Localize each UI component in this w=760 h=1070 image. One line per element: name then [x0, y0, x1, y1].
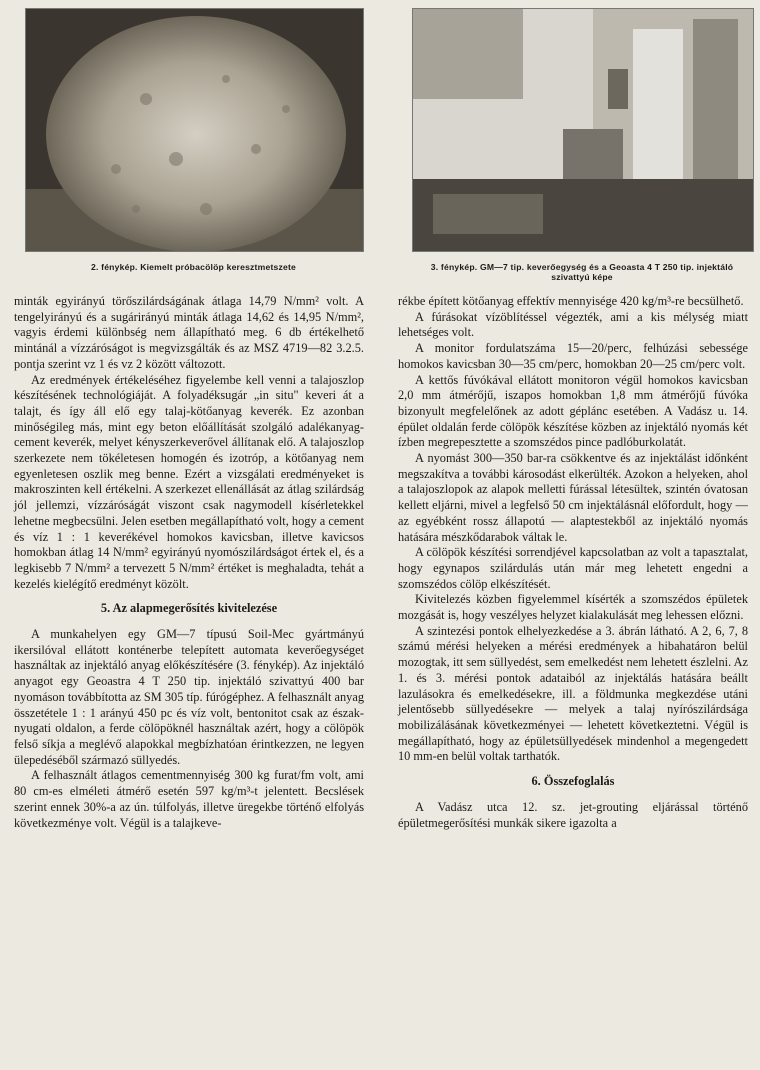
paragraph: A kettős fúvókával ellátott monitoron végül homokos kavicsban 2,0 mm átmérőjű, iszapos homokban 1,8 mm átmérőjű fúvóka bizonyult megfelelőnek az adott géplánc esetében. A Vadász u. 14. épület oldalán ferde cölöpök készítése közben az injektáló nyomás két ízben megrepesztette a szomszédos pince padlóburkolatát.	[398, 372, 748, 450]
paragraph: Kivitelezés közben figyelemmel kísérték a szomszédos épületek mozgását is, hogy veszélyes helyzet kialakulását meg lehessen előzni.	[398, 592, 748, 623]
paragraph: A cölöpök készítési sorrendjével kapcsolatban az volt a tapasztalat, hogy egynapos szilárdulás után már meg lehetett engedni a szomszédos cölöp elkészítését.	[398, 545, 748, 591]
mixing-unit-image	[413, 9, 753, 251]
right-column	[398, 294, 748, 831]
figure-caption-right: 3. fénykép. GM—7 tip. keverőegység és a Geoasta 4 T 250 tip. injektáló szivattyú képe	[430, 262, 734, 282]
core-sample-image	[26, 9, 363, 251]
left-column	[14, 294, 364, 831]
paragraph: A felhasznált átlagos cementmennyiség 300 kg furat/fm volt, ami 80 cm-es elméleti átmérő esetén 597 kg/m³-t jelentett. Becslések szerint ennek 30%-a az ún. túlfolyás, illetve üregekbe történő elfolyás következménye volt. Végül is a talajkeve-	[14, 768, 364, 830]
paragraph: A Vadász utca 12. sz. jet-grouting eljárással történő épületmegerősítési munkák sikere igazolta a	[398, 799, 748, 830]
core-sample-photo	[25, 8, 364, 252]
paragraph: A munkahelyen egy GM—7 típusú Soil-Mec gyártmányú ikersilóval ellátott konténerbe telepített automata keverőegységet használtak az injektáló anyag előkészítésére (3. fénykép). Az injektáló anyagot egy Geoastra 4 T 250 tip. injektáló szivattyú 400 bar nyomáson továbbította az SM 305 típ. fúrógéphez. A felhasznált anyag összetétele 1 : 1 arányú 450 pc és víz volt, bentonitot csak az észak-nyugati oldalon, a ferde cölöpöknél használtak azért, hogy a cölöpök felső síkja a meglévő alapokkal megbízhatóan érintkezzen, ne legyen ülepedéséből származó süllyedés.	[14, 627, 365, 767]
paragraph: A fúrásokat vízöblítéssel végezték, ami a kis mélység miatt lehetséges volt.	[398, 309, 748, 340]
section-heading: 5. Az alapmegerősítés kivitelezése	[100, 601, 278, 616]
mixing-unit-photo	[412, 8, 754, 252]
paragraph: rékbe épített kötőanyag effektív mennyisége 420 kg/m³-re becsülhető.	[398, 294, 744, 308]
paragraph: minták egyirányú törőszilárdságának átlaga 14,79 N/mm² volt. A tengelyirányú és a sugárirányú minták átlaga 14,62 és 14,95 N/mm², vagyis érdemi különbség nem állapítható meg. 6 db értékelhető mintánál a vízzáróságot is megvizsgálták és az MSZ 4719—82 3.2.5. pontja szerint vz 1 és vz 2 között változott.	[14, 294, 364, 371]
paragraph: A nyomást 300—350 bar-ra csökkentve és az injektálást időnként megszakítva a további károsodást elkerülték. Azokon a helyeken, ahol a talajoszlopok az alapok melletti fúrással létesültek, szintén óvatosan kellett eljárni, mivel a legfelső 50 cm injektálásnál előfordult, hogy — az egyébként rossz állapotú — alaptestekből az injektáló nyomás hatására mészkődarabok váltak le.	[398, 451, 748, 544]
paragraph: Az eredmények értékeléséhez figyelembe kell venni a talajoszlop készítésének technológiáját. A folyadéksugár „in situ" keveri át a talajt, és így áll elő egy talaj-kötőanyag keverék. Ez azonban minőségileg más, mint egy beton előállítását szolgáló adalékanyag-cement keverék, melyet kényszerkeverővel állítanak elő. A talajoszlop szerkezete nem tökéletesen homogén és izotróp, a kötőanyag nem egyenletesen oszlik meg benne. Ezért a vizsgálati eredményeket is makroszinten kell értékelni. A szerkezet ellenállását az átlag szilárdság jól jellemzi, vízzáróságát viszont csak nagymodell kísérletekkel lehetne megbecsülni. Jelen esetben megállapítható volt, hogy a cement és víz 1 : 1 keverékével homokos kavicsban, illetve kavicsos homokban átlag 14 N/mm² egyirányú nyomószilárdságot értek el, és a legkisebb 7 N/mm² a tervezett 5 N/mm² értéket is meghaladta, tehát a kezelés kielégítő eredményt közölt.	[14, 372, 364, 591]
section-heading: 6. Összefoglalás	[531, 774, 615, 789]
paragraph: A szintezési pontok elhelyezkedése a 3. ábrán látható. A 2, 6, 7, 8 számú mérési helyeken a mérési eredmények a hibahatáron belül mozogtak, itt sem süllyedést, sem emelkedést nem lehetett észlelni. Az 1. és 3. mérési pontok adataiból az injektálás hatására beállt lazulásokra és emelkedésekre, ill. a földmunka megkezdése utáni jelentősebb süllyedésekre — melyek a talaj nyírószilárdsága mobilizálásának következményei — lehetett következtetni. Végül is megállapítható, hogy az épületsüllyedések mindenhol a megengedett 10 mm-en belül voltak tarthatók.	[398, 623, 748, 764]
figure-caption-left: 2. fénykép. Kiemelt próbacölöp keresztmetszete	[90, 262, 296, 272]
paragraph: A monitor fordulatszáma 15—20/perc, felhúzási sebessége homokos kavicsban 30—35 cm/perc, homokban 20—25 cm/perc volt.	[398, 341, 748, 371]
